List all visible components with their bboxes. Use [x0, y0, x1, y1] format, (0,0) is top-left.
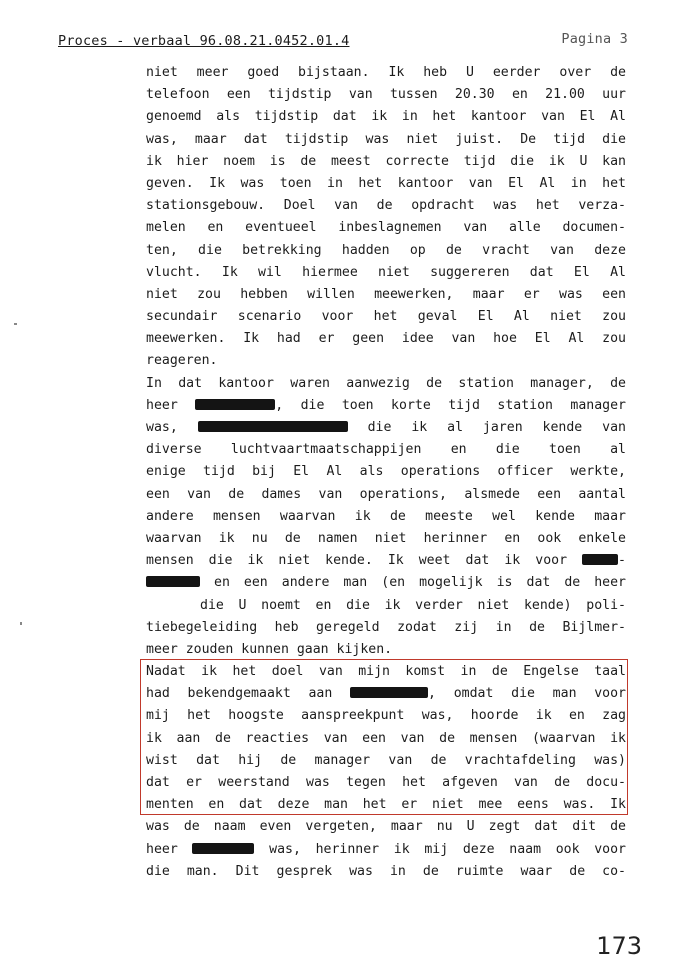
text-segment: melen en eventueel inbeslagnemen van alle documen-	[146, 220, 626, 236]
redaction-bar	[192, 843, 254, 854]
text-segment: tiebegeleiding heb geregeld zodat zij in de Bijlmer-	[146, 619, 626, 635]
text-segment: meewerken. Ik had er geen idee van hoe El Al zou	[146, 331, 626, 347]
text-line	[146, 439, 626, 461]
text-line	[146, 306, 626, 328]
text-line	[146, 839, 626, 861]
page-label: Pagina 3	[561, 31, 628, 47]
text-line	[146, 262, 626, 284]
text-segment: mensen die ik niet kende. Ik weet dat ik voor	[146, 553, 568, 569]
text-line	[146, 129, 626, 151]
text-line	[146, 528, 626, 550]
text-line	[146, 240, 626, 262]
text-segment: had bekendgemaakt aan	[146, 686, 333, 702]
text-line	[146, 350, 626, 372]
page-header	[58, 33, 628, 53]
text-segment: , omdat die man voor	[428, 686, 626, 702]
text-segment: menten en dat deze man het er niet mee eens was. Ik	[146, 797, 626, 813]
text-line	[146, 217, 626, 239]
document-title: Proces - verbaal 96.08.21.0452.01.4	[58, 33, 350, 49]
page-number: 173	[596, 932, 642, 960]
text-line	[146, 484, 626, 506]
text-segment: , die toen korte tijd station manager	[275, 397, 626, 413]
text-segment: was,	[146, 420, 178, 435]
text-line	[146, 328, 626, 350]
text-segment: heer	[146, 397, 178, 413]
text-line	[146, 84, 626, 106]
text-line	[146, 62, 626, 84]
text-line	[146, 173, 626, 195]
text-line	[146, 461, 626, 483]
margin-mark	[14, 323, 17, 325]
text-segment: diverse luchtvaartmaatschappijen en die toen al	[146, 442, 626, 458]
text-segment: waarvan ik nu de namen niet herinner en ook enkele	[146, 530, 626, 546]
text-line	[146, 195, 626, 217]
text-line	[146, 373, 626, 395]
text-segment: heer	[146, 841, 178, 857]
text-line	[146, 861, 626, 883]
text-segment: telefoon een tijdstip van tussen 20.30 en 21.00 uur	[146, 87, 626, 103]
margin-mark	[20, 622, 22, 625]
text-segment: was de naam even vergeten, maar nu U zegt dat dit de	[146, 819, 626, 835]
text-line	[146, 417, 626, 439]
text-segment: en een andere man (en mogelijk is dat de heer	[214, 575, 626, 591]
text-segment: ik hier noem is de meest correcte tijd die ik U kan	[146, 153, 626, 169]
text-line	[146, 151, 626, 173]
text-segment: wist dat hij de manager van de vrachtafdeling was)	[146, 752, 626, 768]
text-segment: secundair scenario voor het geval El Al niet zou	[146, 309, 626, 325]
text-segment: was, herinner ik mij deze naam ook voor	[269, 841, 626, 857]
text-line	[146, 284, 626, 306]
highlight-box	[140, 659, 628, 815]
text-segment: was, maar dat tijdstip was niet juist. De tijd die	[146, 131, 626, 147]
redaction-bar	[195, 399, 275, 410]
text-line	[146, 617, 626, 639]
text-segment: Nadat ik het doel van mijn komst in de Engelse taal	[146, 664, 626, 680]
redaction-bar	[146, 576, 200, 587]
text-segment: genoemd als tijdstip dat ik in het kantoor van El Al	[146, 109, 626, 125]
text-segment: andere mensen waarvan ik de meeste wel kende maar	[146, 508, 626, 524]
text-segment: die ik al jaren kende van	[367, 420, 626, 435]
text-segment: In dat kantoor waren aanwezig de station manager, de	[146, 375, 626, 391]
text-segment: niet meer goed bijstaan. Ik heb U eerder over de	[146, 65, 626, 80]
text-segment: niet zou hebben willen meewerken, maar er was een	[146, 286, 626, 302]
text-line	[146, 639, 626, 661]
text-segment: vlucht. Ik wil hiermee niet suggereren dat El Al	[146, 264, 626, 280]
text-segment: die U noemt en die ik verder niet kende) poli-	[200, 597, 626, 613]
text-segment: -	[618, 553, 626, 569]
text-segment: enige tijd bij El Al als operations officer werkte,	[146, 464, 626, 480]
text-segment: meer zouden kunnen gaan kijken.	[146, 641, 393, 657]
text-line	[146, 395, 626, 417]
redaction-bar	[198, 421, 348, 432]
text-line	[146, 550, 626, 572]
text-segment: een van de dames van operations, alsmede een aantal	[146, 486, 626, 502]
text-segment: ten, die betrekking hadden op de vracht van deze	[146, 242, 626, 258]
text-line	[146, 572, 626, 594]
text-segment: ik aan de reacties van een van de mensen (waarvan ik	[146, 730, 626, 746]
text-segment: mij het hoogste aanspreekpunt was, hoorde ik en zag	[146, 708, 626, 724]
text-line	[146, 816, 626, 838]
text-line	[146, 106, 626, 128]
text-segment: dat er weerstand was tegen het afgeven van de docu-	[146, 775, 626, 790]
text-segment: geven. Ik was toen in het kantoor van El Al in het	[146, 175, 626, 191]
text-segment: stationsgebouw. Doel van de opdracht was het verza-	[146, 198, 626, 214]
text-line	[146, 506, 626, 528]
text-segment: die man. Dit gesprek was in de ruimte waar de co-	[146, 863, 626, 879]
text-line	[146, 595, 626, 617]
text-segment: reageren.	[146, 353, 218, 369]
redaction-bar	[582, 554, 618, 565]
